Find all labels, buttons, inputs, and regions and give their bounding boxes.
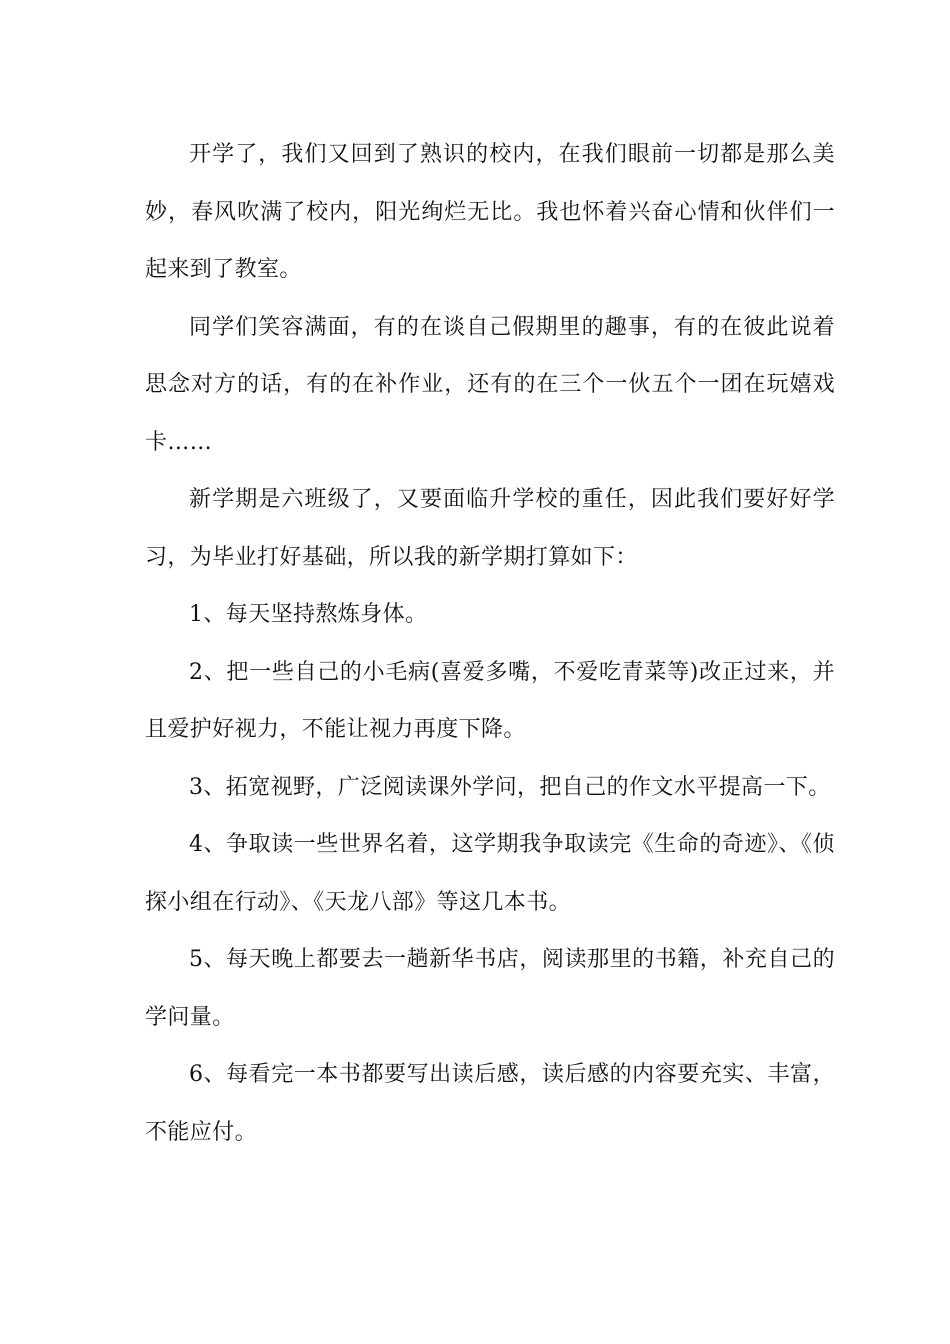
paragraph-3: 新学期是六班级了，又要面临升学校的重任，因此我们要好好学习，为毕业打好基础，所以我的新学期打算如下： [145, 487, 835, 570]
list-item-4: 4、争取读一些世界名着，这学期我争取读完《生命的奇迹》、《侦探小组在行动》、《天龙八部》等这几本书。 [145, 832, 835, 915]
list-item-6: 6、每看完一本书都要写出读后感，读后感的内容要充实、丰富，不能应付。 [145, 1062, 835, 1145]
document-body [145, 126, 835, 1161]
list-item-2: 2、把一些自己的小毛病(喜爱多嘴，不爱吃青菜等)改正过来，并且爱护好视力，不能让视力再度下降。 [145, 659, 835, 742]
paragraph-1: 开学了，我们又回到了熟识的校内，在我们眼前一切都是那么美妙，春风吹满了校内，阳光绚烂无比。我也怀着兴奋心情和伙伴们一起来到了教室。 [145, 142, 835, 282]
paragraph-2: 同学们笑容满面，有的在谈自己假期里的趣事，有的在彼此说着思念对方的话，有的在补作业，还有的在三个一伙五个一团在玩嬉戏卡…… [145, 314, 835, 455]
list-item-5: 5、每天晚上都要去一趟新华书店，阅读那里的书籍，补充自己的学问量。 [145, 947, 835, 1030]
list-item-3: 3、拓宽视野，广泛阅读课外学问，把自己的作文水平提高一下。 [189, 774, 831, 800]
list-item-1: 1、每天坚持熬炼身体。 [189, 602, 428, 627]
